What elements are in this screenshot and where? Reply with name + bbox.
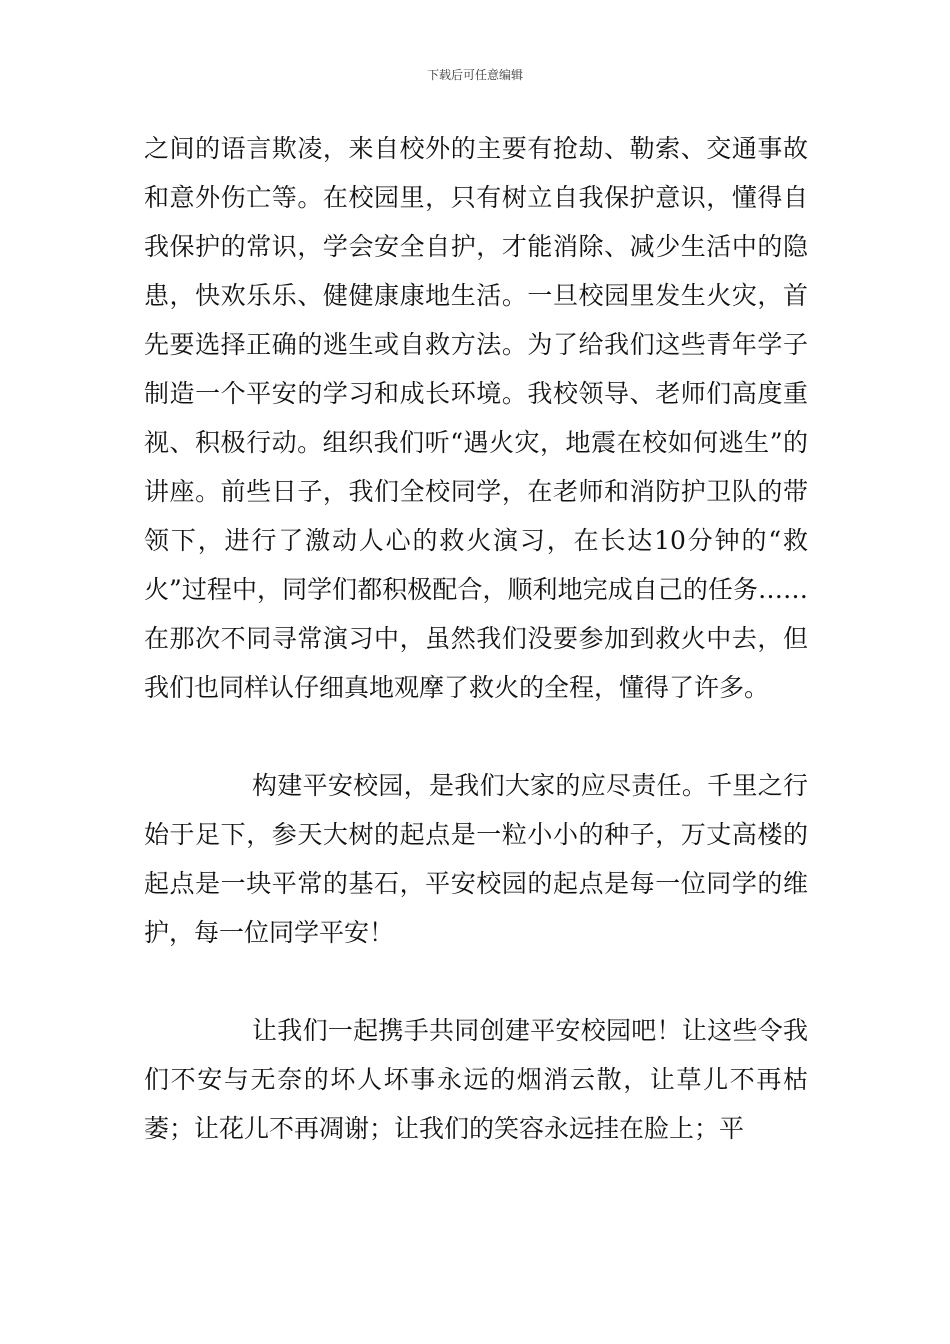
paragraph-2: 构建平安校园，是我们大家的应尽责任。千里之行始于足下，参天大树的起点是一粒小小的种子，万丈高楼的起点是一块平常的基石，平安校园的起点是每一位同学的维护，每一位同学平安！ — [144, 771, 808, 947]
header-note: 下载后可任意编辑 — [426, 68, 523, 82]
paragraph-1: 之间的语言欺凌，来自校外的主要有抢劫、勒索、交通事故和意外伤亡等。在校园里，只有树立自我保护意识，懂得自我保护的常识，学会安全自护，才能消除、减少生活中的隐患，快欢乐乐、健健康康地生活。一旦校园里发生火灾，首先要选择正确的逃生或自救方法。为了给我们这些青年学子制造一个平安的学习和成长环境。我校领导、老师们高度重视、积极行动。组织我们听“遇火灾，地震在校如何逃生”的讲座。前些日子，我们全校同学，在老师和消防护卫队的带领下，进行了激动人心的救火演习，在长达10分钟的“救火”过程中，同学们都积极配合，顺利地完成自己的任务……在那次不同寻常演习中，虽然我们没要参加到救火中去，但我们也同样认仔细真地观摩了救火的全程，懂得了许多。 — [144, 134, 808, 702]
paragraph-spacer — [144, 957, 808, 1006]
document-body — [144, 124, 808, 1153]
paragraph-spacer — [144, 712, 808, 761]
paragraph-3: 让我们一起携手共同创建平安校园吧！让这些令我们不安与无奈的坏人坏事永远的烟消云散，让草儿不再枯萎；让花儿不再凋谢；让我们的笑容永远挂在脸上；平 — [144, 1016, 808, 1143]
